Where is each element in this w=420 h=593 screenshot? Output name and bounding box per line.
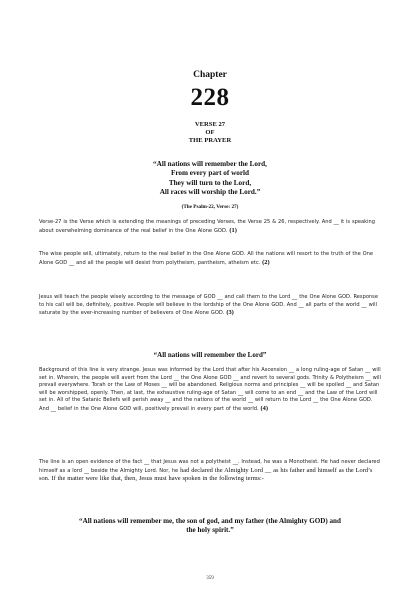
paragraph-3 (39, 294, 381, 318)
footnote-ref: (2) (260, 258, 270, 266)
quote-line: From every part of world (170, 169, 250, 178)
section-heading (0, 121, 420, 145)
quote-line: “All nations will remember the Lord, (153, 160, 267, 168)
paragraph-text: Verse-27 is the Verse which is extending the meanings of preceding Verses, the Verse 25 & 26, respectively. And __ it is speaking about overwhelming dominance of the real belief in the One Alone GOD. (39, 219, 375, 234)
paragraph-4 (39, 367, 381, 414)
closing-quote (55, 517, 365, 535)
of-heading: OF (205, 129, 215, 136)
paragraph-text-serif: had declared the Almighty Lord __ as his father and himself as the Lord’s son. If the matter (39, 466, 373, 483)
paragraph-text-tail: were like that, then, Jesus must have spoken in the following terms:- (83, 475, 264, 483)
paragraph-1 (39, 219, 381, 235)
subheading: “All nations will remember the Lord” (153, 351, 267, 359)
page-number: 359 (206, 576, 214, 581)
prayer-heading: THE PRAYER (188, 137, 232, 144)
verse-heading: VERSE 27 (194, 121, 226, 128)
quote-line: “All nations will remember me, the son of god, and my father (the Almighty GOD) and (79, 517, 341, 525)
footnote-ref: (4) (258, 404, 269, 412)
quote-line: They will turn to the Lord, (168, 178, 252, 187)
footnote-ref: (1) (227, 226, 237, 234)
quote-line: All races will worship the Lord.” (159, 188, 261, 197)
quote-line: the holy spirit.” (186, 526, 234, 535)
footnote-ref: (3) (224, 309, 234, 317)
verse-quote (40, 160, 380, 198)
paragraph-2 (39, 251, 381, 267)
paragraph-text: Jesus will teach the people wisely according to the message of GOD __ and call them to the Lord __ the One Alone GOD. Response to his call will be, definitely, positive. People will believe in the lordship of the One Alone GOD. And __ all parts of the world __ will saturate by the ever-increasing number of believers of One Alone GOD. (39, 294, 378, 317)
chapter-number: 228 (190, 84, 230, 111)
quote-source: (The Psalm-22, Verse: 27) (181, 204, 239, 210)
paragraph-text: Background of this line is very strange. Jesus was informed by the Lord that after his Ascension __ a long ruling-age of Satan __ will set in. Wherein, the people will avert from the Lord __ the One Alone GOD __ and revert to several gods. Trinity & Polytheism __ will prevail everywhere. Torah or the Law of Moses __ will be abandoned. Religious norms and principles __ will be spoiled __ and Satan will be worshipped, openly. Then, at last, the exhaustive ruling-age of Satan __ will come to an end __ and the Law of the Lord will set in. All of the Satanic Beliefs will perish away __ and the nations of the world __ will return to the Lord __ the One Alone GOD. And __ belief in the One Alone GOD will, positively prevail in every part of the world. (39, 367, 381, 412)
chapter-label: Chapter (193, 70, 227, 80)
paragraph-text: The line is an open evidence of the fact __ that Jesus was not a polytheist __. Instead, he was a Monotheist. He had never declared himself as a lord __ beside the Almighty Lord. Nor, he (39, 459, 380, 474)
paragraph-text: The wise people will, ultimately, return to the real belief in the One Alone GOD. All the nations will resort to the truth of the One Alone GOD __ and all the people will desist from polytheism, pantheism, atheism etc. (39, 251, 373, 266)
paragraph-5 (39, 459, 381, 484)
